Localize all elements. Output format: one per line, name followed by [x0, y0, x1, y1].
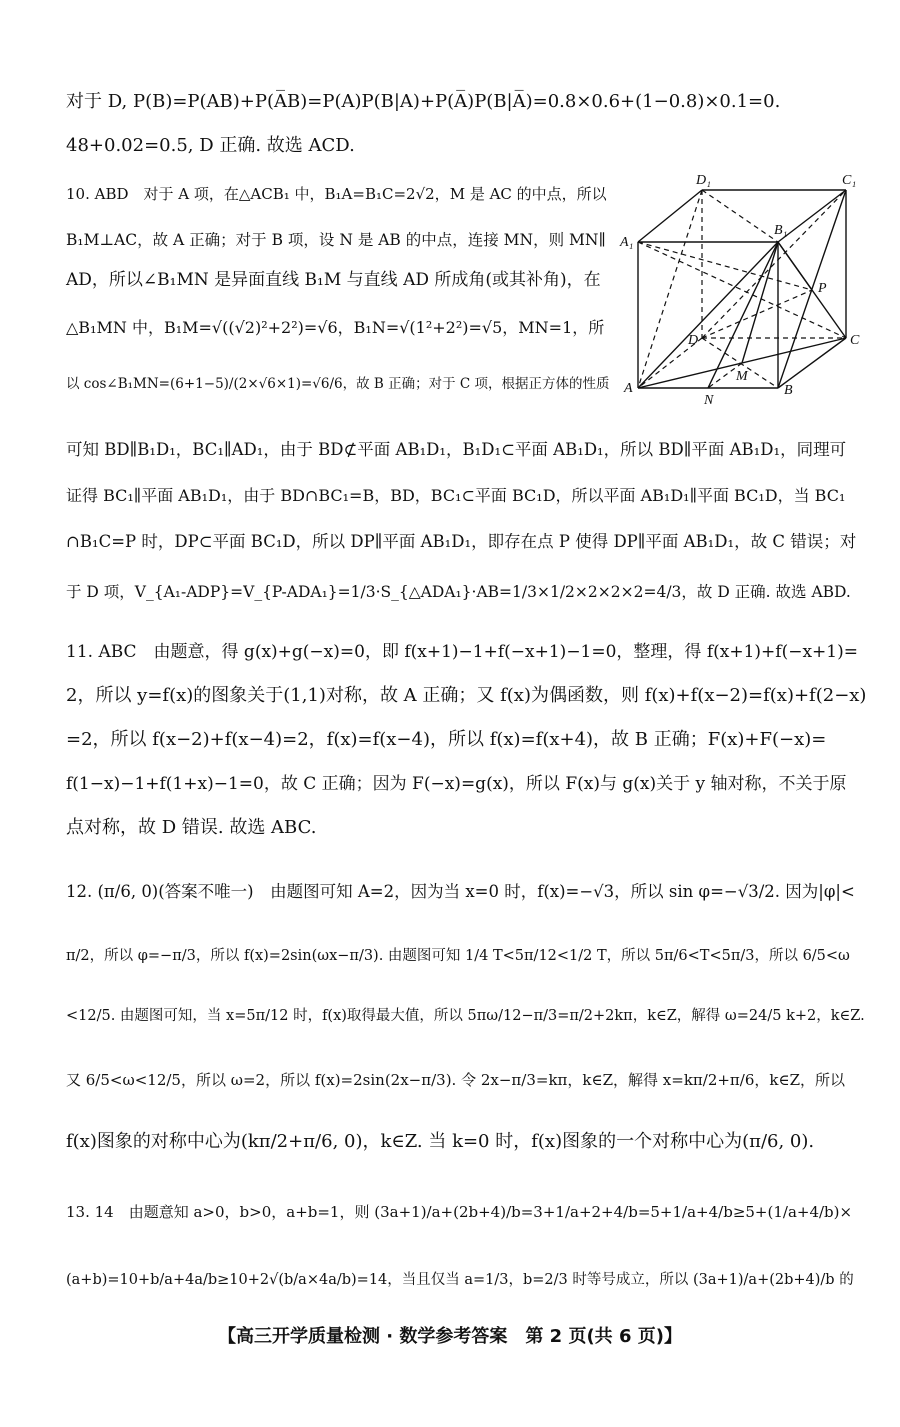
label-n: N — [704, 393, 714, 406]
q10-line-8: ∩B₁C=P 时，DP⊂平面 BC₁D，所以 DP∥平面 AB₁D₁，即存在点 P 使得 DP∥平面 AB₁D₁，故 C 错误；对 — [66, 532, 857, 551]
q10-line-1: 10. ABD 对于 A 项，在△ACB₁ 中，B₁A=B₁C=2√2，M 是 AC 的中点，所以 — [66, 185, 607, 203]
q10-line-4: △B₁MN 中，B₁M=√((√2)²+2²)=√6，B₁N=√(1²+2²)=√5，MN=1，所 — [66, 318, 605, 337]
label-d: D — [688, 333, 699, 348]
label-a: A — [624, 381, 633, 396]
label-d1: D₁ — [696, 173, 711, 188]
label-b: B — [784, 383, 793, 398]
q12-line-5: f(x)图象的对称中心为(kπ/2+π/6, 0)，k∈Z. 当 k=0 时，f(x)图象的一个对称中心为(π/6, 0). — [66, 1131, 815, 1152]
q10-line-7: 证得 BC₁∥平面 AB₁D₁，由于 BD∩BC₁=B，BD，BC₁⊂平面 BC₁D，所以平面 AB₁D₁∥平面 BC₁D，当 BC₁ — [66, 486, 846, 505]
q11-line-5: 点对称，故 D 错误. 故选 ABC. — [66, 817, 317, 838]
q11-line-4: f(1−x)−1+f(1+x)−1=0，故 C 正确；因为 F(−x)=g(x)，所以 F(x)与 g(x)关于 y 轴对称，不关于原 — [66, 774, 847, 794]
q11-line-2: 2，所以 y=f(x)的图象关于(1,1)对称，故 A 正确；又 f(x)为偶函数，则 f(x)+f(x−2)=f(x)+f(2−x) — [66, 685, 867, 706]
page-footer: 【高三开学质量检测 · 数学参考答案 第 2 页(共 6 页)】 — [218, 1326, 682, 1347]
q12-line-2: π/2，所以 φ=−π/3，所以 f(x)=2sin(ωx−π/3). 由题图可知 1/4 T<5π/12<1/2 T，所以 5π/6<T<5π/3，所以 6/5<ω — [66, 948, 850, 964]
q10-line-9: 于 D 项，V_{A₁-ADP}=V_{P-ADA₁}=1/3·S_{△ADA₁}·AB=1/3×1/2×2×2×2=4/3，故 D 正确. 故选 ABD. — [66, 583, 851, 601]
label-p: P — [818, 281, 827, 296]
q11-line-1: 11. ABC 由题意，得 g(x)+g(−x)=0，即 f(x+1)−1+f(−x+1)−1=0，整理，得 f(x+1)+f(−x+1)= — [66, 642, 858, 662]
q13-line-1: 13. 14 由题意知 a>0，b>0，a+b=1，则 (3a+1)/a+(2b+4)/b=3+1/a+2+4/b=5+1/a+4/b≥5+(1/a+4/b)× — [66, 1203, 853, 1221]
q10-line-6: 可知 BD∥B₁D₁，BC₁∥AD₁，由于 BD⊄平面 AB₁D₁，B₁D₁⊂平面 AB₁D₁，所以 BD∥平面 AB₁D₁，同理可 — [66, 440, 847, 459]
q9-line-2: 48+0.02=0.5, D 正确. 故选 ACD. — [66, 135, 355, 156]
q10-line-3: AD，所以∠B₁MN 是异面直线 B₁M 与直线 AD 所成角(或其补角)，在 — [66, 270, 601, 290]
q12-line-4: 又 6/5<ω<12/5，所以 ω=2，所以 f(x)=2sin(2x−π/3). 令 2x−π/3=kπ，k∈Z，解得 x=kπ/2+π/6，k∈Z，所以 — [66, 1071, 845, 1089]
label-a1: A₁ — [620, 235, 634, 250]
q9-line-1: 对于 D, P(B)=P(AB)+P(A̅B)=P(A)P(B|A)+P(A̅)P(B|A̅)=0.8×0.6+(1−0.8)×0.1=0. — [66, 91, 781, 112]
label-b1: B₁ — [774, 223, 788, 238]
q13-line-2: (a+b)=10+b/a+4a/b≥10+2√(b/a×4a/b)=14，当且仅当 a=1/3，b=2/3 时等号成立，所以 (3a+1)/a+(2b+4)/b 的 — [66, 1272, 854, 1288]
label-m: M — [736, 369, 748, 384]
q12-line-1: 12. (π/6, 0)(答案不唯一) 由题图可知 A=2，因为当 x=0 时，f(x)=−√3，所以 sin φ=−√3/2. 因为|φ|< — [66, 882, 855, 901]
cube-figure — [618, 166, 868, 406]
label-c1: C₁ — [842, 173, 857, 188]
q10-line-5: 以 cos∠B₁MN=(6+1−5)/(2×√6×1)=√6/6，故 B 正确；对于 C 项，根据正方体的性质 — [66, 376, 610, 392]
q10-line-2: B₁M⊥AC，故 A 正确；对于 B 项，设 N 是 AB 的中点，连接 MN，则 MN∥ — [66, 231, 606, 249]
q11-line-3: =2，所以 f(x−2)+f(x−4)=2，f(x)=f(x−4)，所以 f(x)=f(x+4)，故 B 正确；F(x)+F(−x)= — [66, 729, 827, 750]
label-c: C — [850, 333, 860, 348]
q12-line-3: <12/5. 由题图可知，当 x=5π/12 时，f(x)取得最大值，所以 5πω/12−π/3=π/2+2kπ，k∈Z，解得 ω=24/5 k+2，k∈Z. — [66, 1008, 865, 1024]
